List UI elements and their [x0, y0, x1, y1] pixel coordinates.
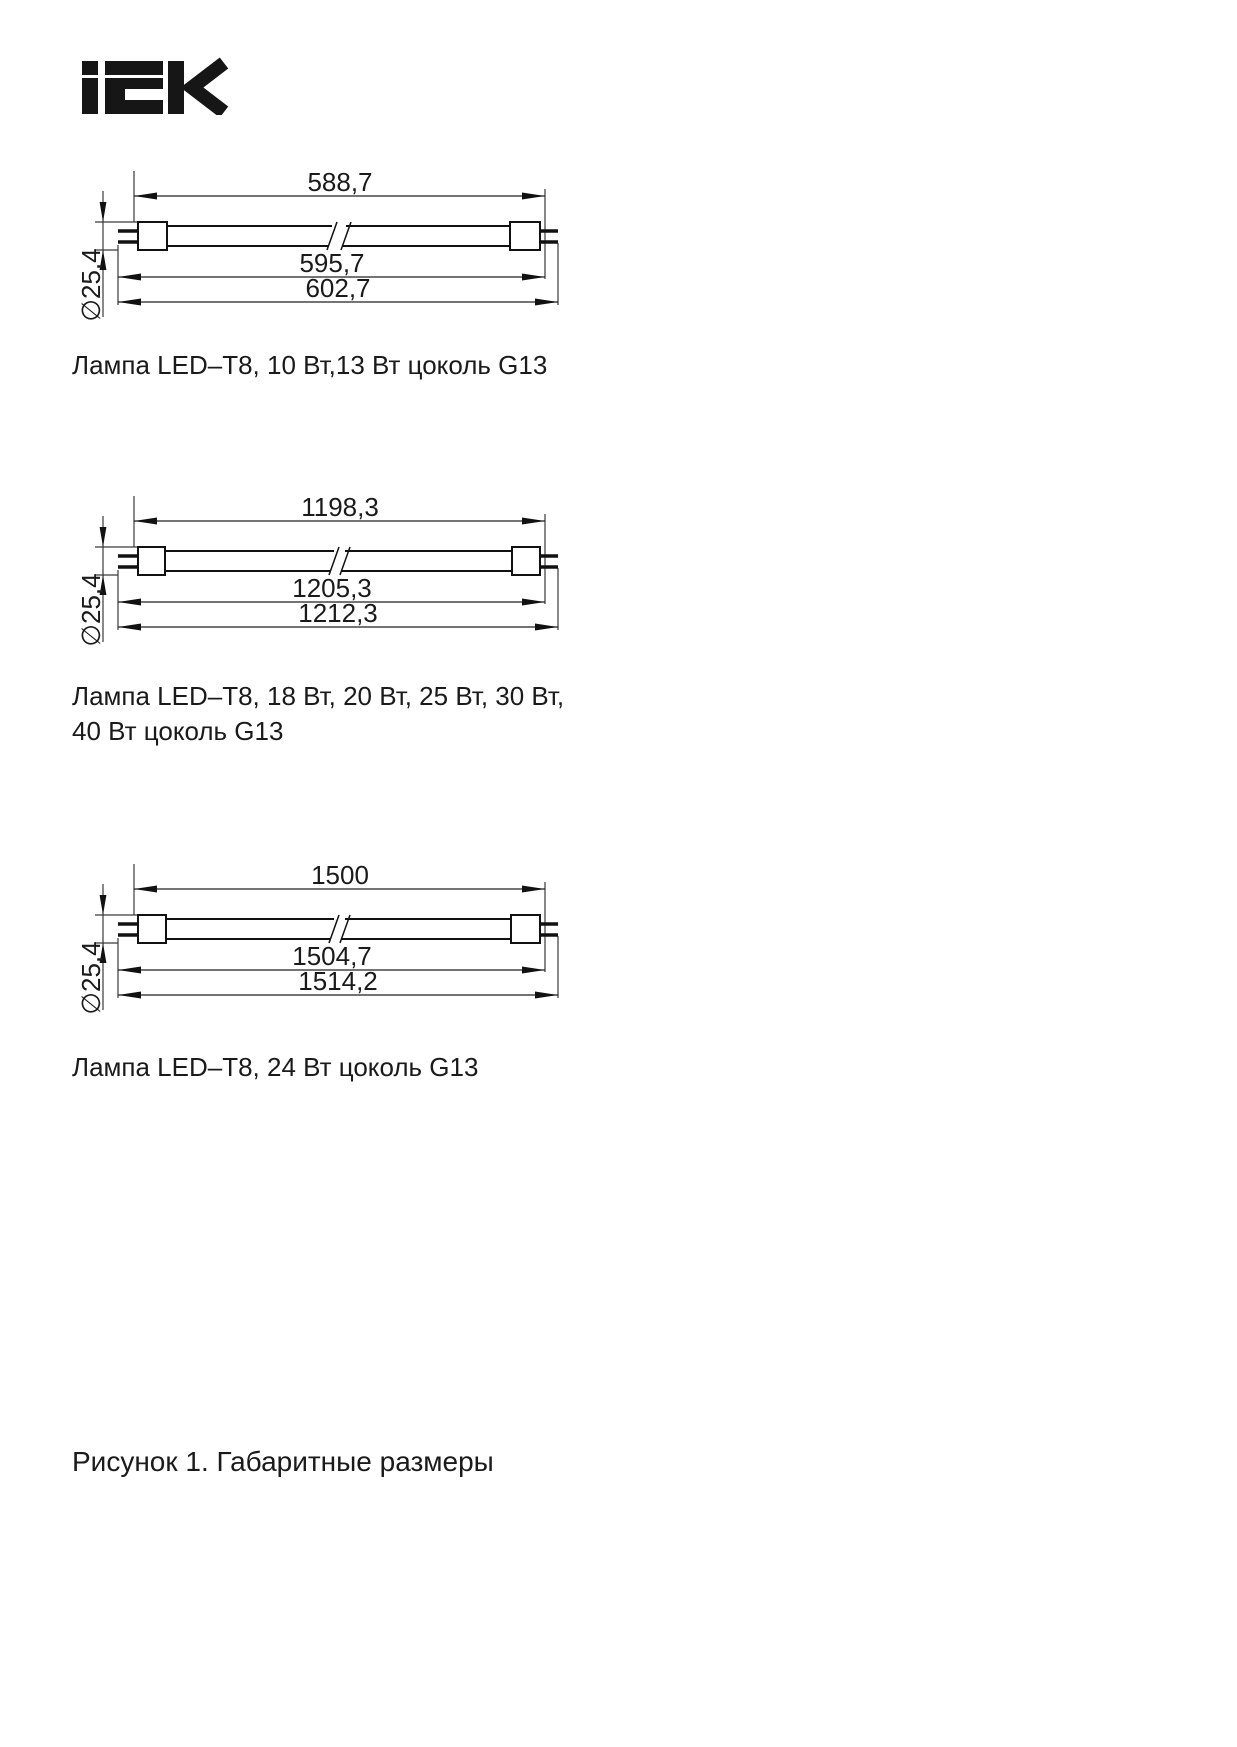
dim-label-diameter: ∅25,4	[76, 941, 106, 1015]
dim-label-length-1: 1500	[311, 860, 369, 890]
dim-label-diameter: ∅25,4	[76, 573, 106, 647]
logo-i-dot	[82, 61, 98, 75]
lamp-caption-line: Лампа LED–T8, 10 Вт,13 Вт цоколь G13	[72, 350, 548, 380]
diameter-arrow-down	[100, 895, 107, 915]
tube-end-cap-right	[510, 222, 540, 250]
lamp-caption-1500mm	[72, 1050, 478, 1085]
tube-end-cap-left	[138, 915, 166, 943]
g13-pins	[118, 231, 558, 242]
diameter-arrow-down	[100, 527, 107, 547]
lamp-caption-1200mm	[72, 679, 564, 749]
lamp-caption-line: Лампа LED–T8, 24 Вт цоколь G13	[72, 1052, 479, 1082]
lamp-caption-600mm	[72, 348, 547, 383]
dimension-drawing-1500mm	[55, 848, 575, 1023]
g13-pins	[118, 924, 558, 935]
lamp-caption-line: Лампа LED–T8, 18 Вт, 20 Вт, 25 Вт, 30 Вт,	[72, 681, 565, 711]
logo-i-stem	[82, 78, 98, 114]
dim-label-length-1: 1198,3	[301, 492, 379, 522]
lamp-caption-line: 40 Вт цоколь G13	[72, 716, 284, 746]
iek-logo-glyphs	[82, 61, 224, 114]
iek-logo	[66, 57, 230, 115]
dimension-drawing-1200mm	[55, 480, 575, 655]
figure-caption: Рисунок 1. Габаритные размеры	[72, 1446, 494, 1477]
tube-end-cap-left	[138, 222, 167, 250]
dim-label-diameter: ∅25,4	[76, 248, 106, 322]
diameter-arrow-down	[100, 202, 107, 222]
logo-e-body	[105, 78, 163, 114]
tube-end-cap-right	[512, 547, 540, 575]
dimension-drawing-600mm	[55, 155, 575, 330]
lamp-tube	[118, 547, 558, 575]
logo-k-chevron	[192, 63, 224, 112]
g13-pins	[118, 556, 558, 567]
tube-end-cap-left	[138, 547, 165, 575]
dim-label-length-3: 1514,2	[298, 966, 378, 996]
logo-e-top-bar	[105, 61, 163, 75]
lamp-tube	[118, 915, 558, 943]
tube-end-cap-right	[511, 915, 540, 943]
dim-label-length-2: 595,7	[299, 248, 365, 278]
lamp-tube	[118, 222, 558, 250]
dim-label-length-1: 588,7	[307, 167, 373, 197]
dim-label-length-3: 602,7	[305, 273, 371, 303]
dim-label-length-2: 1504,7	[292, 941, 372, 971]
dim-label-length-2: 1205,3	[292, 573, 372, 603]
dim-label-length-3: 1212,3	[298, 598, 378, 628]
